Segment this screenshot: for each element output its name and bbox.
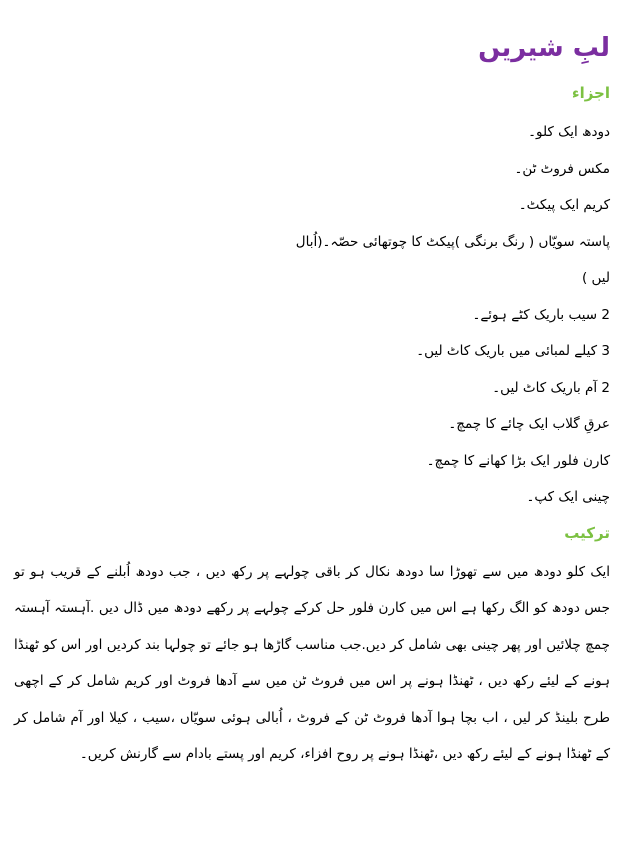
ingredient-item: مکس فروٹ ٹن۔ [514, 160, 610, 177]
ingredient-item: پاستہ سویّاں ( رنگ برنگی )پیکٹ کا چوتھائی حصّہ۔(اُبال [295, 233, 610, 250]
method-paragraph: ایک کلو دودھ میں سے تھوڑا سا دودھ نکال کر باقی چولہے پر رکھ دیں ، جب دودھ اُبلنے کے قریب ہو تو جس دودھ کو الگ رکھا ہے اس میں کارن فلور حل کرکے چولہے پر رکھے دودھ میں ڈال دیں .آہستہ آہستہ چمچ چلائیں اور پھر چینی بھی شامل کر دیں.جب مناسب گاڑھا ہو جائے تو چولہا بند کردیں اور اس کو ٹھنڈا ہونے کے لیئے رکھ دیں ، ٹھنڈا ہونے پر اس میں فروٹ ٹن میں سے آدھا فروٹ اور کریم شامل کر کے اچھی طرح بلینڈ کر لیں ، اب بچا ہوا آدھا فروٹ ٹن کے فروٹ ، اُبالی ہوئی سویّاں ،سیب ، کیلا اور آم شامل کر کے ٹھنڈا ہونے کے لیئے رکھ دیں ،ٹھنڈا ہونے پر روح افزاء، کریم اور پستے بادام سے گارنش کریں۔ [14, 563, 610, 762]
ingredients-list [14, 114, 610, 516]
ingredient-item: دودھ ایک کلو۔ [528, 124, 610, 140]
ingredient-item: چینی ایک کپ۔ [526, 489, 610, 505]
ingredient-item: 2 سیب باریک کٹے ہوئے۔ [472, 306, 610, 323]
ingredient-item: کریم ایک پیکٹ۔ [518, 197, 610, 213]
method-heading: ترکیب [564, 523, 610, 542]
ingredient-item: لیں ) [581, 270, 610, 286]
ingredient-item: 3 کیلے لمبائی میں باریک کاٹ لیں۔ [416, 343, 610, 359]
ingredient-item: عرقِ گلاب ایک چائے کا چمچ۔ [448, 416, 610, 432]
recipe-title: لبِ شیریں [478, 33, 610, 63]
ingredient-item: 2 آم باریک کاٹ لیں۔ [492, 379, 610, 396]
ingredient-item: کارن فلور ایک بڑا کھانے کا چمچ۔ [426, 452, 610, 469]
ingredients-heading: اجزاء [571, 84, 610, 102]
